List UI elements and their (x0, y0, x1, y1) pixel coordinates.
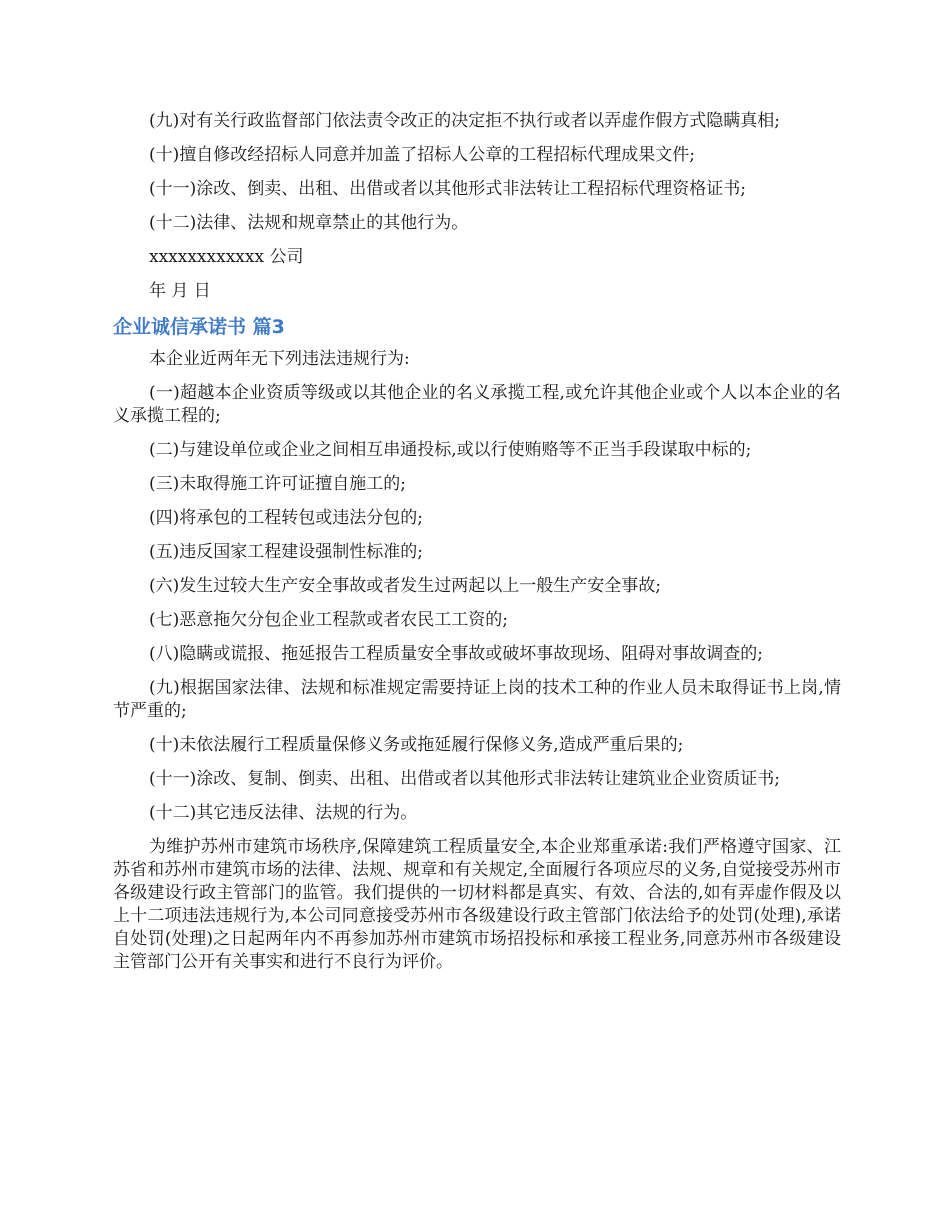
violation-item-1: (一)超越本企业资质等级或以其他企业的名义承揽工程,或允许其他企业或个人以本企业的名义承揽工程的; (113, 383, 841, 426)
violation-item-10: (十)未依法履行工程质量保修义务或拖延履行保修义务,造成严重后果的; (149, 735, 684, 755)
section-intro: 本企业近两年无下列违法违规行为: (149, 349, 410, 369)
document-body (113, 110, 841, 974)
signature-date: 年 月 日 (149, 281, 211, 301)
violation-item-9: (九)根据国家法律、法规和标准规定需要持证上岗的技术工种的作业人员未取得证书上岗,情节严重的; (113, 678, 841, 721)
violation-item-4: (四)将承包的工程转包或违法分包的; (149, 508, 423, 528)
violation-item-7: (七)恶意拖欠分包企业工程款或者农民工工资的; (149, 610, 508, 630)
commitment-paragraph: 为维护苏州市建筑市场秩序,保障建筑工程质量安全,本企业郑重承诺:我们严格遵守国家、江苏省和苏州市建筑市场的法律、法规、规章和有关规定,全面履行各项应尽的义务,自觉接受苏州市各级建设行政主管部门的监管。我们提供的一切材料都是真实、有效、合法的,如有弄虚作假及以上十二项违法违规行为,本公司同意接受苏州市各级建设行政主管部门依法给予的处罚(处理),承诺自处罚(处理)之日起两年内不再参加苏州市建筑市场招投标和承接工程业务,同意苏州市各级建设主管部门公开有关事实和进行不良行为评价。 (113, 837, 841, 972)
section-title: 企业诚信承诺书 篇3 (113, 316, 285, 338)
company-signature: xxxxxxxxxxxx 公司 (149, 247, 304, 267)
prohibited-item-10: (十)擅自修改经招标人同意并加盖了招标人公章的工程招标代理成果文件; (149, 145, 695, 165)
violation-item-5: (五)违反国家工程建设强制性标准的; (149, 542, 423, 562)
violation-item-6: (六)发生过较大生产安全事故或者发生过两起以上一般生产安全事故; (149, 576, 661, 596)
prohibited-item-9: (九)对有关行政监督部门依法责令改正的决定拒不执行或者以弄虚作假方式隐瞒真相; (149, 111, 780, 131)
violation-item-3: (三)未取得施工许可证擅自施工的; (149, 474, 406, 494)
violation-item-2: (二)与建设单位或企业之间相互串通投标,或以行使贿赂等不正当手段谋取中标的; (149, 440, 752, 460)
violation-item-11: (十一)涂改、复制、倒卖、出租、出借或者以其他形式非法转让建筑业企业资质证书; (149, 769, 780, 789)
violation-item-8: (八)隐瞒或谎报、拖延报告工程质量安全事故或破坏事故现场、阻碍对事故调查的; (149, 644, 763, 664)
prohibited-item-12: (十二)法律、法规和规章禁止的其他行为。 (149, 213, 469, 233)
violation-item-12: (十二)其它违反法律、法规的行为。 (149, 803, 418, 823)
prohibited-item-11: (十一)涂改、倒卖、出租、出借或者以其他形式非法转让工程招标代理资格证书; (149, 179, 746, 199)
